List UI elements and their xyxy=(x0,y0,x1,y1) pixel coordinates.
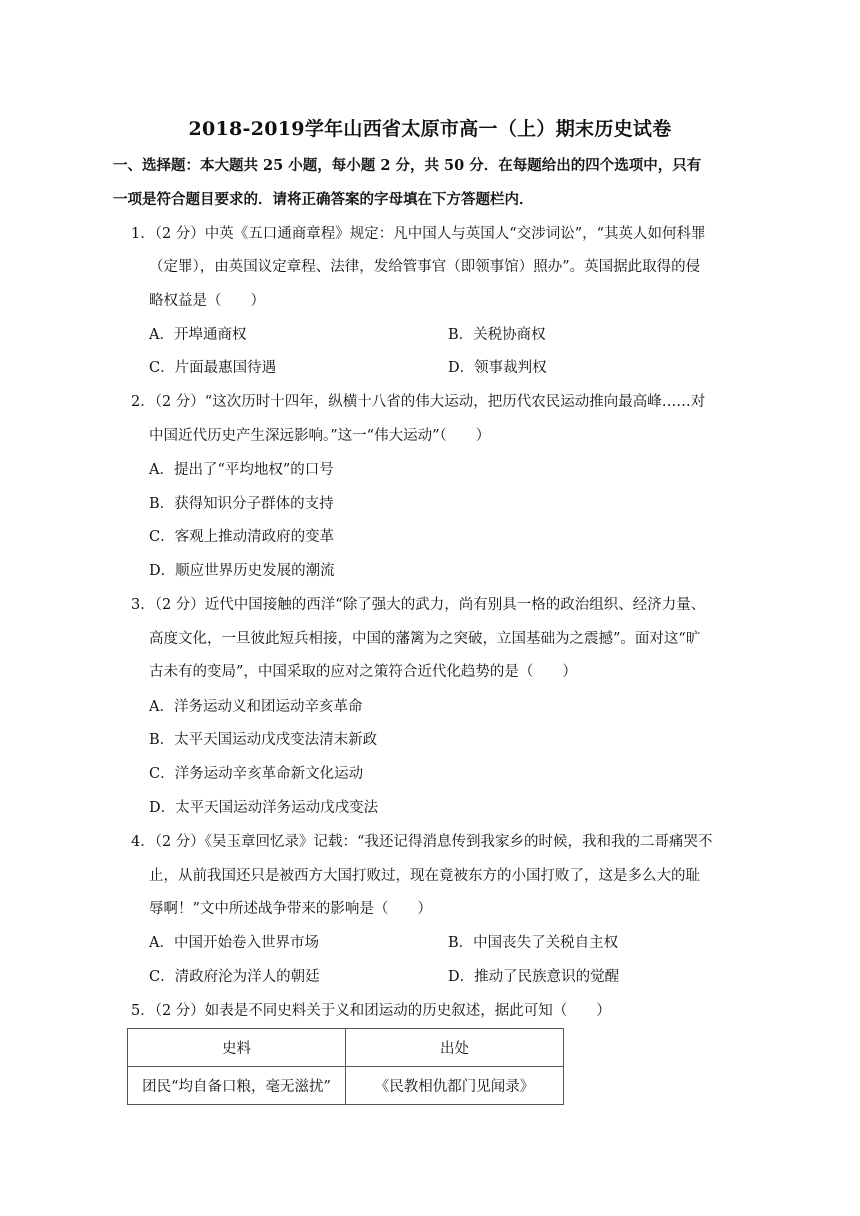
q2-option-d: D．顺应世界历史发展的潮流 xyxy=(149,563,335,579)
table-cell: 《民教相仇都门见闻录》 xyxy=(346,1067,564,1105)
q4-option-a: A．中国开始卷入世界市场 xyxy=(149,935,319,951)
q5-source-table xyxy=(127,1028,564,1105)
table-cell: 团民“均自备口粮，毫无滋扰” xyxy=(128,1067,346,1105)
q1-stem-line-2: （定罪），由英国议定章程、法律，发给管事官（即领事馆）照办”。英国据此取得的侵 xyxy=(149,259,701,275)
q1-stem-line-1: 1．（2 分）中英《五口通商章程》规定：凡中国人与英国人“交涉词讼”，“其英人如何科罪 xyxy=(131,226,706,242)
q1-option-b: B．关税协商权 xyxy=(448,327,546,343)
q2-stem-line-2: 中国近代历史产生深远影响。”这一“伟大运动”（ ） xyxy=(149,428,491,444)
q1-option-a: A．开埠通商权 xyxy=(149,327,247,343)
q4-option-c: C．清政府沦为洋人的朝廷 xyxy=(149,969,320,985)
q2-option-c: C．客观上推动清政府的变革 xyxy=(149,529,335,545)
table-header-row xyxy=(128,1029,564,1067)
exam-title: 2018-2019学年山西省太原市高一（上）期末历史试卷 xyxy=(188,118,672,140)
q3-stem-line-1: 3．（2 分）近代中国接触的西洋“除了强大的武力，尚有别具一格的政治组织、经济力量、 xyxy=(131,597,706,613)
q2-option-a: A．提出了“平均地权”的口号 xyxy=(149,462,334,478)
q2-option-b: B．获得知识分子群体的支持 xyxy=(149,496,334,512)
q3-option-d: D．太平天国运动洋务运动戊戌变法 xyxy=(149,800,379,816)
q3-stem-line-2: 高度文化，一旦彼此短兵相接，中国的藩篱为之突破，立国基础为之震撼”。面对这“旷 xyxy=(149,631,701,647)
q3-stem-line-3: 古未有的变局”，中国采取的应对之策符合近代化趋势的是（ ） xyxy=(149,664,577,680)
table-header-cell: 出处 xyxy=(346,1029,564,1067)
q4-stem-line-2: 止，从前我国还只是被西方大国打败过，现在竟被东方的小国打败了，这是多么大的耻 xyxy=(149,868,700,884)
table-header-cell: 史料 xyxy=(128,1029,346,1067)
table-row xyxy=(128,1067,564,1105)
q4-stem-line-1: 4．（2 分）《吴玉章回忆录》记载：“我还记得消息传到我家乡的时候，我和我的二哥痛哭不 xyxy=(131,834,713,850)
q2-stem-line-1: 2．（2 分）“这次历时十四年，纵横十八省的伟大运动，把历代农民运动推向最高峰……对 xyxy=(131,394,706,410)
q3-option-c: C．洋务运动辛亥革命新文化运动 xyxy=(149,766,364,782)
q5-stem-line-1: 5．（2 分）如表是不同史料关于义和团运动的历史叙述，据此可知（ ） xyxy=(131,1003,611,1019)
q3-option-b: B．太平天国运动戊戌变法清末新政 xyxy=(149,732,378,748)
section-instruction-line-2: 一项是符合题目要求的．请将正确答案的字母填在下方答题栏内． xyxy=(113,191,534,208)
q4-option-b: B．中国丧失了关税自主权 xyxy=(448,935,619,951)
q1-option-c: C．片面最惠国待遇 xyxy=(149,360,277,376)
q4-stem-line-3: 辱啊！”文中所述战争带来的影响是（ ） xyxy=(149,901,432,917)
q1-stem-line-3: 略权益是（ ） xyxy=(149,293,265,309)
q4-option-d: D．推动了民族意识的觉醒 xyxy=(448,969,620,985)
q3-option-a: A．洋务运动义和团运动辛亥革命 xyxy=(149,699,363,715)
q1-option-d: D．领事裁判权 xyxy=(448,360,547,376)
section-instruction-line-1: 一、选择题：本大题共 25 小题，每小题 2 分，共 50 分．在每题给出的四个选项中，只有 xyxy=(113,157,702,174)
